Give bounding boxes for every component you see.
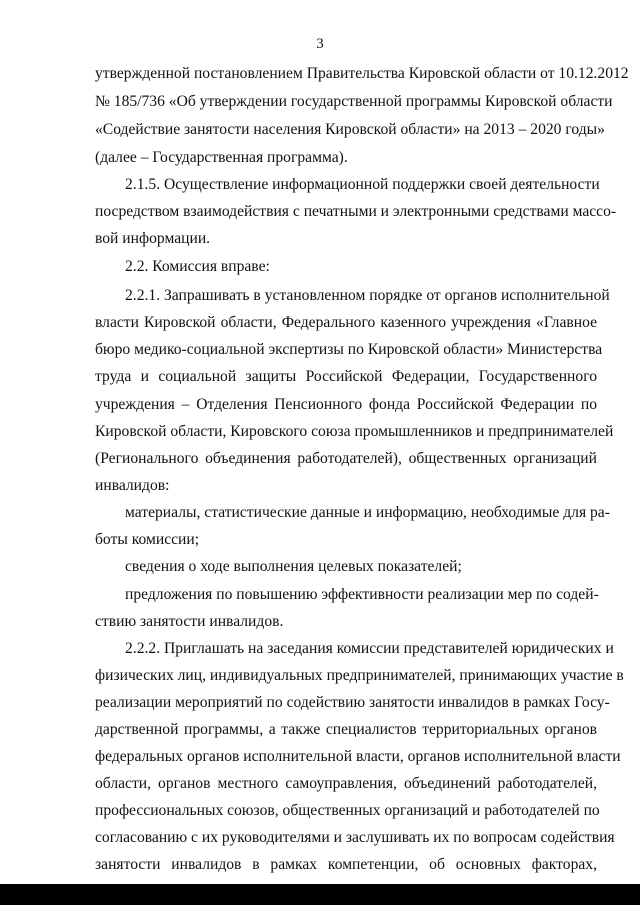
text-line: (далее – Государственная программа). (95, 149, 348, 166)
text-line: федеральных органов исполнительной власти, органов исполнительной власти (95, 748, 621, 765)
text-line: ствию занятости инвалидов. (95, 613, 284, 630)
text-line: утвержденной постановлением Правительства Кировской области от 10.12.2012 (95, 65, 629, 82)
text-line: инвалидов: (95, 477, 170, 494)
text-line: Кировской области, Кировского союза промышленников и предпринимателей (95, 423, 614, 440)
text-line: учреждения – Отделения Пенсионного фонда Российской Федерации по (95, 396, 597, 413)
text-line: вой информации. (95, 230, 211, 247)
text-line: власти Кировской области, Федерального казенного учреждения «Главное (95, 314, 597, 331)
text-line: 2.2. Комиссия вправе: (125, 258, 270, 275)
text-line: согласованию с их руководителями и заслушивать их по вопросам содействия (95, 829, 615, 846)
text-line: 2.2.2. Приглашать на заседания комиссии представителей юридических и (125, 640, 614, 657)
scan-edge-bar (0, 884, 640, 905)
text-line: реализации мероприятий по содействию занятости инвалидов в рамках Госу- (95, 694, 610, 711)
text-line: предложения по повышению эффективности реализации мер по содей- (125, 586, 599, 603)
text-line: дарственной программы, а также специалистов территориальных органов (95, 721, 597, 738)
text-line: 2.2.1. Запрашивать в установленном порядке от органов исполнительной (125, 287, 610, 304)
text-line: 2.1.5. Осуществление информационной поддержки своей деятельности (125, 176, 600, 193)
text-line: профессиональных союзов, общественных организаций и работодателей по (95, 802, 600, 819)
text-line: бюро медико-социальной экспертизы по Кировской области» Министерства (95, 341, 603, 358)
page-number: 3 (316, 36, 324, 52)
text-line: физических лиц, индивидуальных предпринимателей, принимающих участие в (95, 667, 624, 684)
text-line: сведения о ходе выполнения целевых показателей; (125, 558, 462, 575)
text-line: посредством взаимодействия с печатными и электронными средствами массо- (95, 203, 617, 220)
text-line: труда и социальной защиты Российской Федерации, Государственного (95, 368, 597, 385)
text-line: области, органов местного самоуправления, объединений работодателей, (95, 775, 597, 792)
text-line: «Содействие занятости населения Кировской области» на 2013 – 2020 годы» (95, 121, 605, 138)
text-line: материалы, статистические данные и информацию, необходимые для ра- (125, 504, 610, 521)
text-line: (Регионального объединения работодателей), общественных организаций (95, 450, 597, 467)
text-line: занятости инвалидов в рамках компетенции, об основных факторах, (95, 856, 597, 873)
text-line: № 185/736 «Об утверждении государственной программы Кировской области (95, 93, 613, 110)
text-line: боты комиссии; (95, 531, 200, 548)
